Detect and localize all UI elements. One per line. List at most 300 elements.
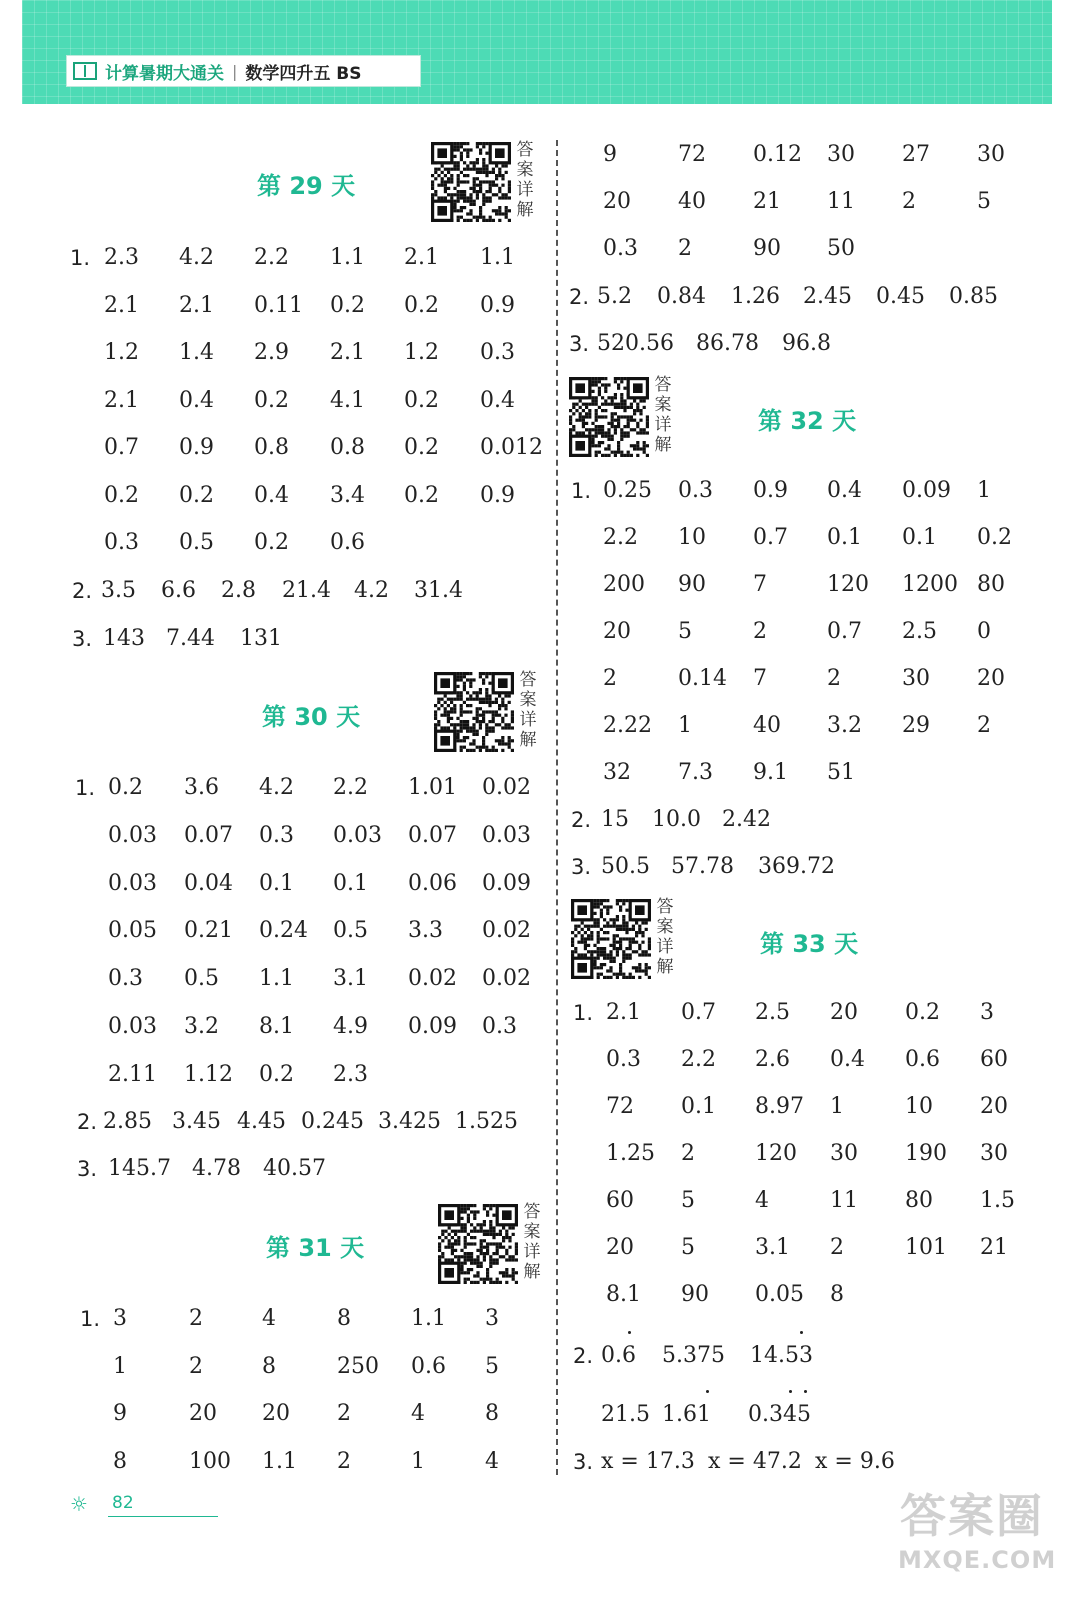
qr-caption xyxy=(522,1202,542,1282)
answer-value: 0.5 xyxy=(333,918,368,944)
answer-value: 520.56 xyxy=(597,331,674,356)
answer-value: 0.2 xyxy=(404,435,439,460)
day32-q2-row xyxy=(0,805,1091,835)
answer-value: 2.5 xyxy=(902,619,937,644)
answer-value: 9 xyxy=(603,142,617,167)
answer-value: 29 xyxy=(902,713,930,738)
answer-value: 1.26 xyxy=(731,284,780,309)
question-number: 2. xyxy=(573,1344,594,1368)
answer-value: 0.9 xyxy=(480,482,515,508)
book-icon xyxy=(73,62,97,80)
day31-q2-row xyxy=(0,282,1091,312)
repeating-dot xyxy=(628,1331,631,1334)
answer-value: 0.2 xyxy=(330,292,365,318)
answer-value: 2.3 xyxy=(333,1061,368,1087)
answer-value: 72 xyxy=(678,142,706,167)
answer-value: 6.6 xyxy=(161,578,196,603)
qr-caption xyxy=(515,140,535,220)
answer-value: 0.03 xyxy=(482,822,531,848)
answer-value: 2.5 xyxy=(755,1000,790,1025)
series-title: 计算暑期大通关 xyxy=(105,63,224,84)
answer-value: 0.09 xyxy=(408,1014,457,1039)
answer-value: 2.8 xyxy=(221,578,256,603)
answer-value: 5.375 xyxy=(662,1343,725,1368)
day-31-title: 第 31 天 xyxy=(266,1234,365,1262)
answer-value: 2.6 xyxy=(755,1047,790,1072)
question-number: 3. xyxy=(569,332,590,356)
answer-value: 20 xyxy=(603,189,631,214)
answer-value: 0.25 xyxy=(603,478,652,503)
answer-value: 5 xyxy=(678,619,692,644)
answer-value: 86.78 xyxy=(696,331,759,356)
answer-value: 0.2 xyxy=(905,1000,940,1025)
qr-caption-char: 详 xyxy=(656,937,674,957)
answer-value: 369.72 xyxy=(758,854,835,879)
answer-value: 0.02 xyxy=(408,966,457,992)
answer-value: 90 xyxy=(681,1282,709,1307)
answer-value: 51 xyxy=(827,760,855,785)
answer-value: 131 xyxy=(240,626,282,651)
watermark-logo: 答案圈 xyxy=(900,1489,1044,1543)
answer-value: 0.03 xyxy=(333,822,382,848)
question-number: 2. xyxy=(571,808,592,832)
answer-value: 0.09 xyxy=(902,478,951,503)
answer-value: 10 xyxy=(905,1094,933,1119)
answer-value: 5 xyxy=(485,1353,499,1379)
day32-q3-row xyxy=(0,852,1091,882)
answer-value: 4.2 xyxy=(259,775,294,800)
answer-value: 0.02 xyxy=(482,966,531,992)
answer-value: 20 xyxy=(980,1094,1008,1119)
answer-value: 96.8 xyxy=(782,331,831,356)
answer-value: 2.1 xyxy=(606,1000,641,1025)
answer-value: 9 xyxy=(113,1401,127,1427)
answer-value: 2.1 xyxy=(330,340,365,365)
answer-value: 0.3 xyxy=(678,478,713,503)
answer-value: 1.4 xyxy=(179,340,214,365)
qr-caption-char: 案 xyxy=(654,395,672,415)
sun-icon: ☼ xyxy=(70,1492,88,1516)
answer-value: 0.84 xyxy=(657,284,706,309)
answer-value: 3 xyxy=(113,1306,127,1331)
answer-value: 0.9 xyxy=(753,478,788,503)
answer-value: 1.01 xyxy=(408,775,457,800)
answer-value: 0.11 xyxy=(254,292,303,318)
answer-value: 1.1 xyxy=(330,245,365,270)
answer-value: 0.9 xyxy=(480,292,515,318)
answer-value: 190 xyxy=(905,1141,947,1166)
answer-value: 0.3 xyxy=(482,1014,517,1039)
answer-value: 4.78 xyxy=(192,1156,241,1181)
answer-value: 2.85 xyxy=(103,1109,152,1134)
answer-value: 0.2 xyxy=(254,387,289,413)
answer-value: 1.1 xyxy=(411,1306,446,1331)
answer-value: 0.3 xyxy=(259,822,294,848)
day30-q1-row xyxy=(0,916,1091,946)
answer-value: 2 xyxy=(902,189,916,214)
answer-value: 0.05 xyxy=(108,918,157,944)
qr-caption-char: 解 xyxy=(523,1262,541,1282)
answer-value: 0.7 xyxy=(681,1000,716,1025)
day32-q1-row xyxy=(0,711,1091,741)
qr-caption xyxy=(653,375,673,455)
answer-value: 2 xyxy=(337,1449,351,1475)
answer-value: 0.1 xyxy=(681,1094,716,1119)
answer-value: 21 xyxy=(980,1235,1008,1260)
day33-q1-row xyxy=(0,1139,1091,1169)
day31-q1-cont-row xyxy=(0,234,1091,264)
answer-value: 7.3 xyxy=(678,760,713,785)
answer-value: 1.5 xyxy=(980,1188,1015,1213)
answer-value: 0.7 xyxy=(753,525,788,550)
answer-value: 5 xyxy=(681,1235,695,1260)
answer-value: 0.02 xyxy=(482,775,531,800)
answer-value: 2 xyxy=(753,619,767,644)
answer-value: 0.012 xyxy=(480,435,543,460)
answer-value: 3.1 xyxy=(755,1235,790,1260)
answer-value: 20 xyxy=(830,1000,858,1025)
answer-value: 1.2 xyxy=(104,340,139,365)
answer-value: 3 xyxy=(980,1000,994,1025)
answer-value: 0.07 xyxy=(408,822,457,848)
question-number: 1. xyxy=(573,1001,594,1025)
answer-value: 0.4 xyxy=(179,387,214,413)
answer-value: 0.2 xyxy=(254,530,289,555)
answer-value: 80 xyxy=(905,1188,933,1213)
answer-value: 2.2 xyxy=(681,1047,716,1072)
answer-value: 1.61 xyxy=(662,1402,711,1427)
answer-value: 2.45 xyxy=(803,284,852,309)
answer-value: 0.6 xyxy=(411,1353,446,1379)
qr-code-day29 xyxy=(431,142,511,222)
answer-value: x = 47.2 xyxy=(708,1449,802,1474)
answer-value: 0.3 xyxy=(480,340,515,365)
answer-value: 5 xyxy=(977,189,991,214)
answer-value: 0.09 xyxy=(482,870,531,896)
answer-value: 2 xyxy=(189,1306,203,1331)
answer-value: 8.1 xyxy=(606,1282,641,1307)
answer-value: 0.7 xyxy=(827,619,862,644)
answer-value: 0.06 xyxy=(408,870,457,896)
answer-value: 8 xyxy=(337,1306,351,1331)
answer-value: 4.45 xyxy=(237,1109,286,1134)
qr-caption-char: 答 xyxy=(654,375,672,395)
day31-q1-cont-row xyxy=(0,187,1091,217)
header-separator: | xyxy=(232,61,238,81)
answer-value: 4 xyxy=(755,1188,769,1213)
page-footer xyxy=(70,1490,150,1520)
answer-value: 2.2 xyxy=(603,525,638,550)
answer-value: 21 xyxy=(753,189,781,214)
answer-value: 1.525 xyxy=(455,1109,518,1134)
answer-value: 0.5 xyxy=(179,530,214,555)
answer-value: 90 xyxy=(753,236,781,261)
answer-value: 11 xyxy=(827,189,855,214)
answer-value: 200 xyxy=(603,572,645,597)
qr-caption-char: 详 xyxy=(516,180,534,200)
answer-value: 0.02 xyxy=(482,918,531,944)
answer-value: 0.12 xyxy=(753,142,802,167)
answer-value: 11 xyxy=(830,1188,858,1213)
answer-value: 7 xyxy=(753,666,767,691)
answer-value: 0.5 xyxy=(184,966,219,992)
answer-value: 0.21 xyxy=(184,918,233,944)
answer-value: 8 xyxy=(830,1282,844,1307)
answer-value: 1 xyxy=(411,1449,425,1475)
answer-value: 0.2 xyxy=(104,482,139,508)
question-number: 2. xyxy=(569,285,590,309)
day33-q1-row xyxy=(0,1280,1091,1310)
answer-value: 1.12 xyxy=(184,1061,233,1087)
answer-value: 10.0 xyxy=(652,807,701,832)
answer-value: 0.03 xyxy=(108,870,157,896)
answer-value: 3.3 xyxy=(408,918,443,944)
answer-value: 1.25 xyxy=(606,1141,655,1166)
day32-q1-row xyxy=(0,523,1091,553)
answer-value: 7.44 xyxy=(166,626,215,651)
day32-q1-row xyxy=(0,570,1091,600)
answer-value: 27 xyxy=(902,142,930,167)
day32-q1-row xyxy=(0,664,1091,694)
qr-caption-char: 答 xyxy=(519,670,537,690)
answer-value: 40.57 xyxy=(263,1156,326,1181)
answer-value: 21.4 xyxy=(282,578,331,603)
answer-value: 0.6 xyxy=(330,530,365,555)
answer-value: 4 xyxy=(485,1449,499,1475)
answer-value: 2.1 xyxy=(404,245,439,270)
page-number: 82 xyxy=(112,1493,134,1513)
answer-value: 0.3 xyxy=(104,530,139,555)
day29-q1-row xyxy=(0,386,1091,416)
question-number: 3. xyxy=(573,1450,594,1474)
answer-value: 0.6 xyxy=(601,1343,636,1368)
qr-caption xyxy=(655,897,675,977)
day33-q1-row xyxy=(0,1233,1091,1263)
answer-value: 2.11 xyxy=(108,1061,157,1087)
day32-q1-row xyxy=(0,617,1091,647)
day33-q2-row xyxy=(0,1341,1091,1371)
answer-value: 0.8 xyxy=(330,435,365,460)
question-number: 3. xyxy=(72,627,93,651)
answer-value: 30 xyxy=(827,142,855,167)
answer-value: x = 9.6 xyxy=(815,1449,895,1474)
qr-caption-char: 解 xyxy=(519,730,537,750)
answer-value: 4 xyxy=(262,1306,276,1331)
answer-value: 100 xyxy=(189,1449,231,1475)
answer-value: 2.1 xyxy=(179,292,214,318)
answer-value: 4 xyxy=(411,1401,425,1427)
answer-value: 30 xyxy=(980,1141,1008,1166)
answer-value: 0.03 xyxy=(108,1014,157,1039)
answer-value: 0.3 xyxy=(603,236,638,261)
header-band xyxy=(22,0,1052,104)
answer-value: 1200 xyxy=(902,572,958,597)
day32-q1-row xyxy=(0,476,1091,506)
question-number: 1. xyxy=(75,776,96,800)
day29-q1-row xyxy=(0,433,1091,463)
answer-value: 0.45 xyxy=(876,284,925,309)
answer-value: 20 xyxy=(603,619,631,644)
answer-value: 8 xyxy=(262,1353,276,1379)
day33-q1-row xyxy=(0,998,1091,1028)
answer-value: 4.2 xyxy=(354,578,389,603)
qr-caption-char: 案 xyxy=(516,160,534,180)
answer-value: 0.3 xyxy=(108,966,143,992)
answer-value: 0.245 xyxy=(301,1109,364,1134)
answer-value: 57.78 xyxy=(671,854,734,879)
day32-q1-row xyxy=(0,758,1091,788)
answer-value: 0.85 xyxy=(949,284,998,309)
answer-value: 3.2 xyxy=(184,1014,219,1039)
answer-value: 20 xyxy=(189,1401,217,1427)
qr-caption-char: 案 xyxy=(656,917,674,937)
answer-value: 3.1 xyxy=(333,966,368,992)
day33-q2-row2 xyxy=(0,1400,1091,1430)
answer-value: 1.1 xyxy=(259,966,294,992)
answer-value: 1 xyxy=(678,713,692,738)
answer-value: 2.42 xyxy=(722,807,771,832)
header-bar xyxy=(66,55,421,87)
day30-q1-row xyxy=(0,964,1091,994)
qr-caption-char: 案 xyxy=(523,1222,541,1242)
question-number: 3. xyxy=(571,855,592,879)
answer-value: 1.1 xyxy=(480,245,515,270)
answer-value: 60 xyxy=(980,1047,1008,1072)
qr-caption-char: 详 xyxy=(523,1242,541,1262)
answer-value: 20 xyxy=(606,1235,634,1260)
answer-value: 8 xyxy=(113,1449,127,1475)
answer-value: 0.2 xyxy=(404,292,439,318)
answer-value: 2.3 xyxy=(104,245,139,270)
answer-value: 0.2 xyxy=(179,482,214,508)
answer-value: 0.2 xyxy=(404,482,439,508)
answer-value: 0.2 xyxy=(404,387,439,413)
answer-value: 250 xyxy=(337,1353,379,1379)
answer-value: 3.4 xyxy=(330,482,365,508)
answer-value: 0.24 xyxy=(259,918,308,944)
answer-value: 4.2 xyxy=(179,245,214,270)
qr-caption-char: 详 xyxy=(654,415,672,435)
answer-value: 1.2 xyxy=(404,340,439,365)
qr-caption-char: 详 xyxy=(519,710,537,730)
day-33-title: 第 33 天 xyxy=(760,930,859,958)
answer-value: 5.2 xyxy=(597,284,632,309)
answer-value: 2 xyxy=(977,713,991,738)
repeating-dot xyxy=(706,1390,709,1393)
answer-value: 21.5 xyxy=(601,1402,650,1427)
answer-value: 4.1 xyxy=(330,387,365,413)
day-29-title: 第 29 天 xyxy=(257,172,356,200)
answer-value: 14.53 xyxy=(750,1343,813,1368)
answer-value: 2.1 xyxy=(104,387,139,413)
answer-value: 80 xyxy=(977,572,1005,597)
answer-value: 30 xyxy=(902,666,930,691)
answer-value: 0.1 xyxy=(259,870,294,896)
day-30-title: 第 30 天 xyxy=(262,703,361,731)
answer-value: 1 xyxy=(113,1353,127,1379)
answer-value: 0.1 xyxy=(902,525,937,550)
qr-code-day30 xyxy=(434,672,514,752)
answer-value: 8.97 xyxy=(755,1094,804,1119)
answer-value: 10 xyxy=(678,525,706,550)
day31-q3-row xyxy=(0,329,1091,359)
answer-value: 8.1 xyxy=(259,1014,294,1039)
answer-value: 3.45 xyxy=(172,1109,221,1134)
answer-value: x = 17.3 xyxy=(601,1449,695,1474)
answer-value: 32 xyxy=(603,760,631,785)
subject-title: 数学四升五 BS xyxy=(245,63,362,84)
answer-value: 1 xyxy=(830,1094,844,1119)
answer-value: 2.22 xyxy=(603,713,652,738)
qr-code-day33 xyxy=(571,899,651,979)
answer-value: 3.2 xyxy=(827,713,862,738)
answer-value: 2.2 xyxy=(333,775,368,800)
answer-value: 1.1 xyxy=(262,1449,297,1475)
answer-value: 0.4 xyxy=(480,387,515,413)
question-number: 2. xyxy=(72,579,93,603)
watermark-url: MXQE.COM xyxy=(898,1546,1057,1574)
answer-value: 0.4 xyxy=(254,482,289,508)
qr-caption-char: 答 xyxy=(523,1202,541,1222)
day-32-title: 第 32 天 xyxy=(758,407,857,435)
answer-value: 0.05 xyxy=(755,1282,804,1307)
qr-caption-char: 答 xyxy=(656,897,674,917)
answer-value: 2 xyxy=(678,236,692,261)
answer-value: 3.5 xyxy=(101,578,136,603)
answer-value: 40 xyxy=(678,189,706,214)
answer-value: 31.4 xyxy=(414,578,463,603)
answer-value: 72 xyxy=(606,1094,634,1119)
answer-value: 0.8 xyxy=(254,435,289,460)
answer-value: 0.14 xyxy=(678,666,727,691)
answer-value: 60 xyxy=(606,1188,634,1213)
question-number: 1. xyxy=(80,1307,101,1331)
answer-value: 2 xyxy=(681,1141,695,1166)
answer-value: 0.345 xyxy=(748,1402,811,1427)
qr-code-day32 xyxy=(569,377,649,457)
answer-value: 3 xyxy=(485,1306,499,1331)
answer-value: 2 xyxy=(827,666,841,691)
question-number: 1. xyxy=(571,479,592,503)
footer-rule xyxy=(108,1516,218,1517)
answer-value: 9.1 xyxy=(753,760,788,785)
watermark xyxy=(890,1480,1070,1590)
answer-value: 0.1 xyxy=(333,870,368,896)
qr-caption-char: 答 xyxy=(516,140,534,160)
qr-caption-char: 解 xyxy=(654,435,672,455)
answer-value: 50 xyxy=(827,236,855,261)
answer-value: 20 xyxy=(977,666,1005,691)
answer-value: 0.9 xyxy=(179,435,214,460)
qr-caption-char: 解 xyxy=(516,200,534,220)
answer-value: 0.03 xyxy=(108,822,157,848)
question-number: 1. xyxy=(70,246,91,270)
answer-value: 90 xyxy=(678,572,706,597)
answer-value: 0.3 xyxy=(606,1047,641,1072)
answer-value: 120 xyxy=(827,572,869,597)
answer-value: 3.6 xyxy=(184,775,219,800)
answer-value: 30 xyxy=(977,142,1005,167)
answer-value: 0.6 xyxy=(905,1047,940,1072)
answer-value: 2.9 xyxy=(254,340,289,365)
answer-value: 0.2 xyxy=(108,775,143,800)
answer-value: 2 xyxy=(830,1235,844,1260)
day33-q1-row xyxy=(0,1186,1091,1216)
answer-value: 143 xyxy=(103,626,145,651)
answer-value: 20 xyxy=(262,1401,290,1427)
repeating-dot xyxy=(804,1390,807,1393)
answer-value: 0.2 xyxy=(259,1061,294,1087)
